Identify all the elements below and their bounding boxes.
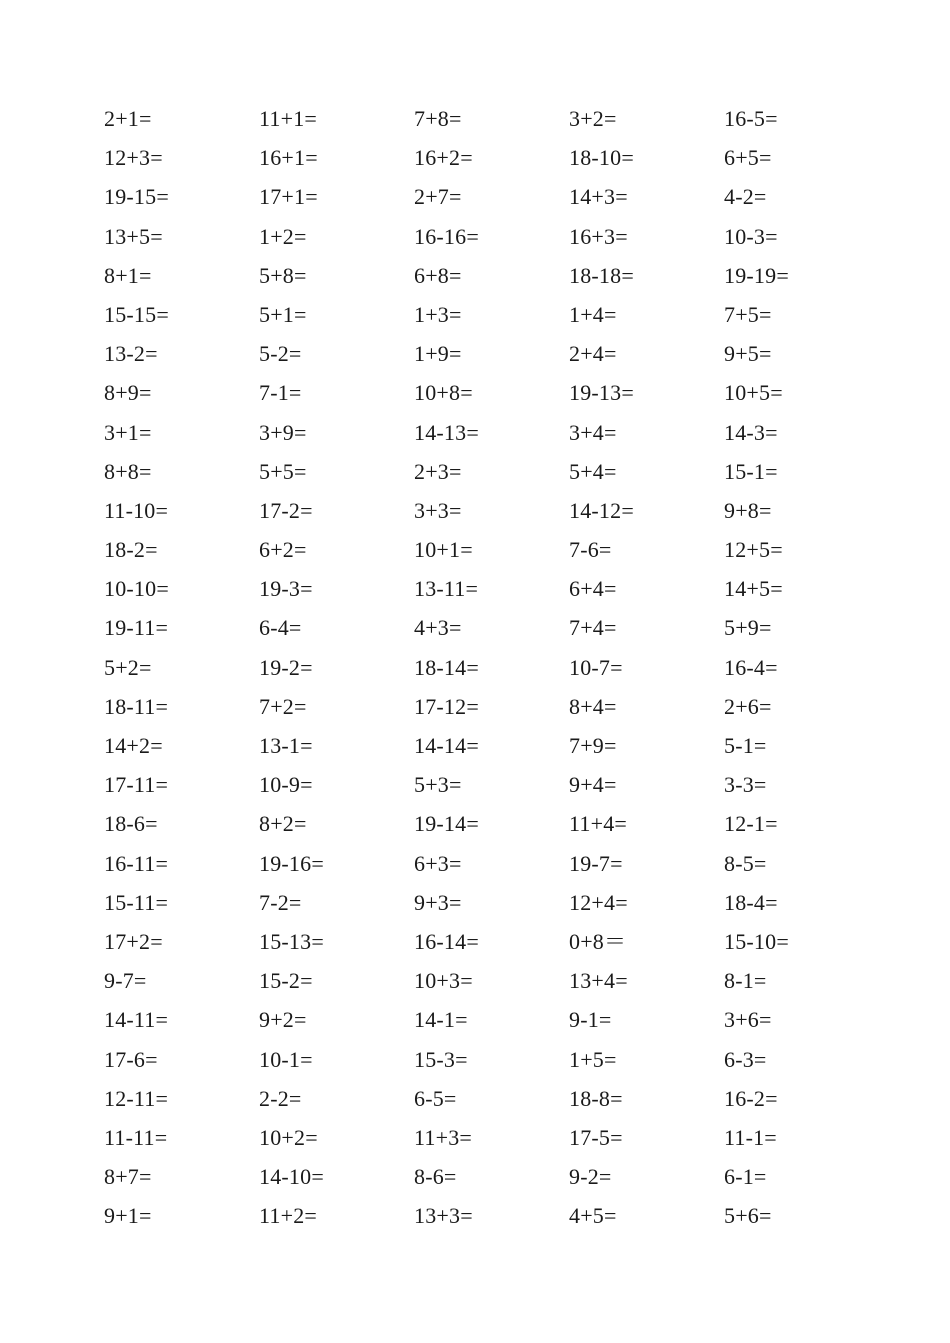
math-problem: 0+8＝ (569, 928, 627, 954)
math-problem: 2+4= (569, 341, 617, 367)
math-problem: 11-11= (104, 1124, 168, 1150)
math-problem: 13+5= (104, 223, 163, 249)
math-problem: 8+1= (104, 262, 152, 288)
math-problem: 2-2= (259, 1085, 302, 1111)
math-problem: 2+3= (414, 458, 462, 484)
math-problem: 8-1= (724, 968, 767, 994)
math-problem: 18-8= (569, 1085, 623, 1111)
math-problem: 10+3= (414, 968, 473, 994)
math-problem: 7-1= (259, 380, 302, 406)
math-problem: 12+5= (724, 537, 783, 563)
math-problem: 14+5= (724, 576, 783, 602)
math-problem: 9-2= (569, 1164, 612, 1190)
math-problem: 2+7= (414, 184, 462, 210)
math-problem: 9-1= (569, 1007, 612, 1033)
math-problem: 1+3= (414, 301, 462, 327)
math-problem: 9+4= (569, 772, 617, 798)
math-problem: 4+5= (569, 1203, 617, 1229)
math-problem: 15-2= (259, 968, 313, 994)
math-problem: 16-4= (724, 654, 778, 680)
math-problem: 19-16= (259, 850, 324, 876)
math-problem: 10-9= (259, 772, 313, 798)
math-problem: 19-19= (724, 262, 789, 288)
math-problem: 15-3= (414, 1046, 468, 1072)
math-problem: 18-2= (104, 537, 158, 563)
math-problem: 14-1= (414, 1007, 468, 1033)
math-problem: 15-13= (259, 928, 324, 954)
math-problem: 19-14= (414, 811, 479, 837)
math-problem: 10+2= (259, 1124, 318, 1150)
math-problem: 3+6= (724, 1007, 772, 1033)
math-problem: 8-5= (724, 850, 767, 876)
math-problem: 3+3= (414, 497, 462, 523)
math-problem: 16+3= (569, 223, 628, 249)
math-problem: 10+8= (414, 380, 473, 406)
math-problem: 13+4= (569, 968, 628, 994)
math-problem: 10+5= (724, 380, 783, 406)
math-problem: 15-11= (104, 889, 169, 915)
math-problem: 11+3= (414, 1124, 472, 1150)
math-problem: 8+4= (569, 693, 617, 719)
math-problem: 16+2= (414, 145, 473, 171)
math-problem: 5+9= (724, 615, 772, 641)
math-problem: 8+7= (104, 1164, 152, 1190)
math-problem: 16-11= (104, 850, 169, 876)
math-problem: 2+6= (724, 693, 772, 719)
math-problem: 18-10= (569, 145, 634, 171)
math-problem: 17-11= (104, 772, 169, 798)
math-problem: 7+4= (569, 615, 617, 641)
math-problem: 5+6= (724, 1203, 772, 1229)
math-problem: 1+2= (259, 223, 307, 249)
math-problem: 6+5= (724, 145, 772, 171)
math-problem: 16-5= (724, 106, 778, 131)
math-problem: 8+2= (259, 811, 307, 837)
math-problem: 17-2= (259, 497, 313, 523)
math-problem: 9-7= (104, 968, 147, 994)
math-problem: 8+8= (104, 458, 152, 484)
math-problem: 6-3= (724, 1046, 767, 1072)
math-problem: 5+4= (569, 458, 617, 484)
math-problem: 7+9= (569, 733, 617, 758)
math-problem: 12-1= (724, 811, 778, 837)
math-problem: 5+2= (104, 654, 152, 680)
math-problem: 7+8= (414, 106, 462, 131)
math-problem: 11+2= (259, 1203, 317, 1229)
math-problem: 12+4= (569, 889, 628, 915)
math-problem: 4+3= (414, 615, 462, 641)
math-problem: 18-14= (414, 654, 479, 680)
math-problem: 13+3= (414, 1203, 473, 1229)
math-problem: 14+2= (104, 733, 163, 758)
math-problem: 1+4= (569, 301, 617, 327)
math-problem: 16+1= (259, 145, 318, 171)
math-problem: 10+1= (414, 537, 473, 563)
math-problem: 5+1= (259, 301, 307, 327)
math-problem: 16-2= (724, 1085, 778, 1111)
math-problem: 14-10= (259, 1164, 324, 1190)
math-problem: 19-3= (259, 576, 313, 602)
math-problem: 17+2= (104, 928, 163, 954)
math-problem: 19-2= (259, 654, 313, 680)
math-problem: 6-1= (724, 1164, 767, 1190)
math-problem: 11+4= (569, 811, 627, 837)
math-problem: 5+5= (259, 458, 307, 484)
math-problem: 16-14= (414, 928, 479, 954)
math-problem: 7-2= (259, 889, 302, 915)
math-problem: 6+4= (569, 576, 617, 602)
math-problem: 8-6= (414, 1164, 457, 1190)
math-problem: 19-13= (569, 380, 634, 406)
math-problem: 9+1= (104, 1203, 152, 1229)
math-problem: 17-12= (414, 693, 479, 719)
math-problem: 15-10= (724, 928, 789, 954)
math-problem: 14-3= (724, 419, 778, 445)
math-problem: 19-7= (569, 850, 623, 876)
math-problem: 3+2= (569, 106, 617, 131)
math-problem: 16-16= (414, 223, 479, 249)
math-problem: 6+3= (414, 850, 462, 876)
math-problem: 9+2= (259, 1007, 307, 1033)
math-problem: 17-6= (104, 1046, 158, 1072)
math-problem: 15-15= (104, 301, 169, 327)
math-problem: 18-11= (104, 693, 169, 719)
math-problem: 11-10= (104, 497, 169, 523)
math-problem: 1+9= (414, 341, 462, 367)
math-problem: 3+9= (259, 419, 307, 445)
math-problem: 15-1= (724, 458, 778, 484)
math-problem: 14-13= (414, 419, 479, 445)
math-problem: 5-1= (724, 733, 767, 758)
math-problem: 14+3= (569, 184, 628, 210)
math-problem: 14-12= (569, 497, 634, 523)
math-problem: 8+9= (104, 380, 152, 406)
math-problem: 9+8= (724, 497, 772, 523)
math-problem: 9+3= (414, 889, 462, 915)
math-problem: 5+3= (414, 772, 462, 798)
math-problem: 18-6= (104, 811, 158, 837)
math-problem: 6+2= (259, 537, 307, 563)
math-problem: 4-2= (724, 184, 767, 210)
math-problem: 13-11= (414, 576, 479, 602)
math-problem: 14-14= (414, 733, 479, 758)
math-problem: 7-6= (569, 537, 612, 563)
math-problem: 10-3= (724, 223, 778, 249)
math-problem: 12+3= (104, 145, 163, 171)
math-problem: 17+1= (259, 184, 318, 210)
math-problem: 19-11= (104, 615, 169, 641)
math-problem: 10-10= (104, 576, 169, 602)
math-problem: 6-4= (259, 615, 302, 641)
math-problem: 11-1= (724, 1124, 777, 1150)
math-problem: 14-11= (104, 1007, 169, 1033)
math-problem: 11+1= (259, 106, 317, 131)
math-problem: 10-1= (259, 1046, 313, 1072)
math-problem: 19-15= (104, 184, 169, 210)
math-problem: 2+1= (104, 106, 152, 131)
math-problem: 5+8= (259, 262, 307, 288)
math-problem: 12-11= (104, 1085, 169, 1111)
math-problem: 3+1= (104, 419, 152, 445)
problem-grid (104, 99, 864, 1235)
math-problem: 3-3= (724, 772, 767, 798)
math-problem: 5-2= (259, 341, 302, 367)
math-problem: 3+4= (569, 419, 617, 445)
math-problem: 13-2= (104, 341, 158, 367)
math-problem: 17-5= (569, 1124, 623, 1150)
math-problem: 10-7= (569, 654, 623, 680)
math-problem: 1+5= (569, 1046, 617, 1072)
math-problem: 18-18= (569, 262, 634, 288)
math-problem: 13-1= (259, 733, 313, 758)
math-problem: 7+2= (259, 693, 307, 719)
math-problem: 7+5= (724, 301, 772, 327)
math-problem: 9+5= (724, 341, 772, 367)
math-problem: 6-5= (414, 1085, 457, 1111)
math-problem: 18-4= (724, 889, 778, 915)
math-problem: 6+8= (414, 262, 462, 288)
